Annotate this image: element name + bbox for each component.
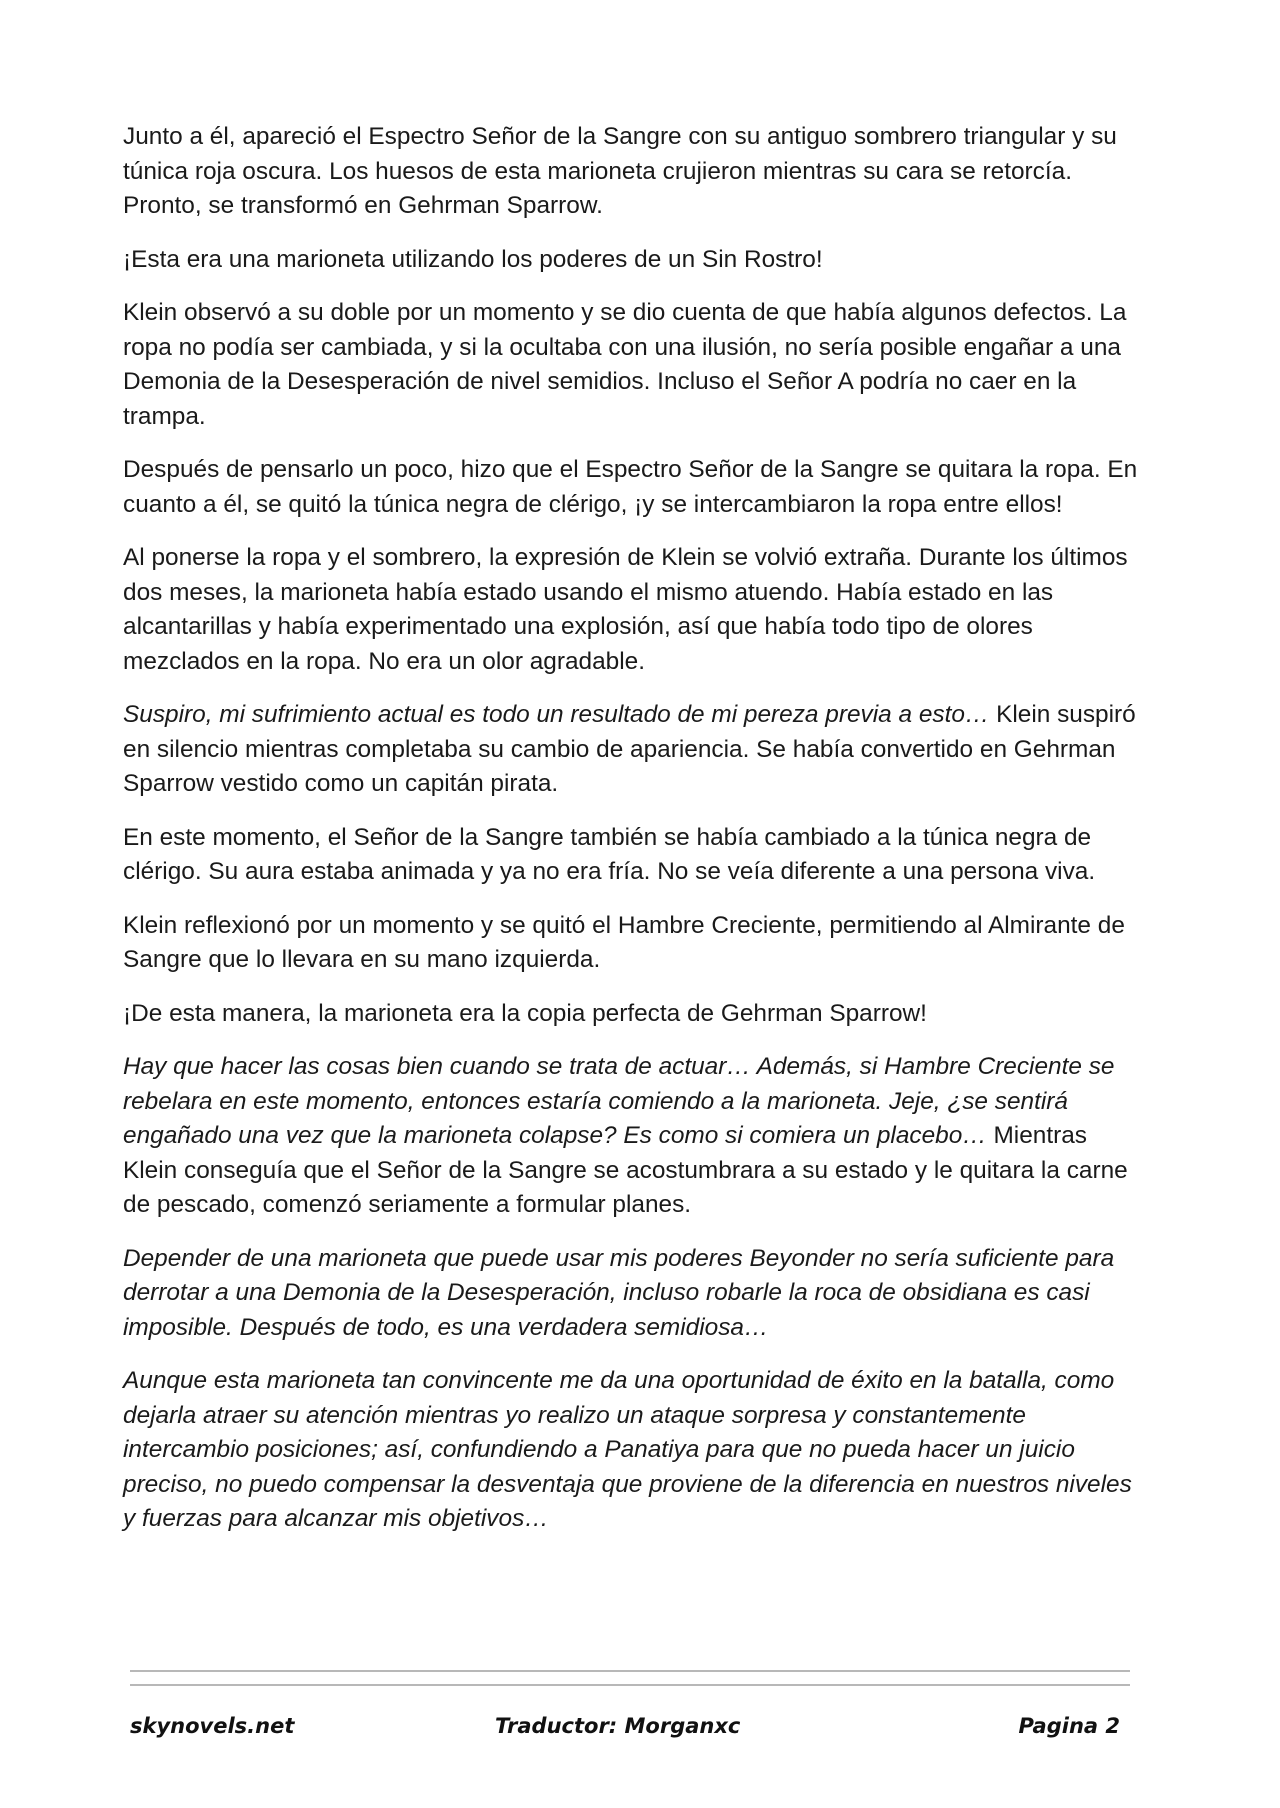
paragraph [123,1364,1143,1537]
paragraph [123,997,1143,1032]
footer-translator: Traductor: Morganxc [495,1714,741,1738]
footer-site: skynovels.net [130,1714,295,1738]
footer-divider [130,1670,1130,1698]
paragraph-text: Klein reflexionó por un momento y se quitó el Hambre Creciente, permitiendo al Almirante de Sangre que lo llevara en su mano izquierda. [123,911,1125,973]
paragraph-text: En este momento, el Señor de la Sangre también se había cambiado a la túnica negra de clérigo. Su aura estaba animada y ya no era fría. No se veía diferente a una persona viva. [123,823,1096,885]
paragraph [123,296,1143,434]
paragraph [123,541,1143,679]
paragraph-text: Klein suspiró en silencio mientras completaba su cambio de apariencia. Se había convertido en Gehrman Sparrow vestido como un capitán pirata. [123,701,1136,797]
paragraph [123,120,1143,224]
paragraph-italic-text: Hay que hacer las cosas bien cuando se trata de actuar… Además, si Hambre Creciente se rebelara en este momento, entonces estaría comiendo a la marioneta. Jeje, ¿se sentirá engañado una vez que la marioneta colapse? Es como si comiera un placebo… [123,1053,1115,1149]
paragraph-text: Klein observó a su doble por un momento y se dio cuenta de que había algunos defectos. La ropa no podía ser cambiada, y si la ocultaba con una ilusión, no sería posible engañar a una Demonia de la Desesperación de nivel semidios. Incluso el Señor A podría no caer en la trampa. [123,299,1127,430]
paragraph-text: Después de pensarlo un poco, hizo que el Espectro Señor de la Sangre se quitara la ropa. En cuanto a él, se quitó la túnica negra de clérigo, ¡y se intercambiaron la ropa entre ellos! [123,456,1138,518]
paragraph [123,1050,1143,1223]
footer-rule-bottom [130,1684,1130,1686]
paragraph-text: ¡Esta era una marioneta utilizando los poderes de un Sin Rostro! [123,245,823,273]
paragraph-italic-text: Suspiro, mi sufrimiento actual es todo un resultado de mi pereza previa a esto… [123,701,990,728]
paragraph-text: Al ponerse la ropa y el sombrero, la expresión de Klein se volvió extraña. Durante los últimos dos meses, la marioneta había estado usando el mismo atuendo. Había estado en las alcantarillas y había experimentado una explosión, así que había todo tipo de olores mezclados en la ropa. No era un olor agradable. [123,544,1128,675]
paragraph [123,909,1143,978]
paragraph [123,243,1143,278]
footer-page-number: Pagina 2 [1018,1714,1120,1738]
paragraph-italic-text: Depender de una marioneta que puede usar mis poderes Beyonder no sería suficiente para derrotar a una Demonia de la Desesperación, incluso robarle la roca de obsidiana es casi imposible. Después de todo, es una verdadera semidiosa… [123,1244,1115,1341]
paragraph [123,821,1143,890]
paragraph-text: ¡De esta manera, la marioneta era la copia perfecta de Gehrman Sparrow! [123,999,927,1027]
paragraph [123,453,1143,522]
paragraph-italic-text: Aunque esta marioneta tan convincente me da una oportunidad de éxito en la batalla, como dejarla atraer su atención mientras yo realizo un ataque sorpresa y constantemente intercambio posiciones; así, confundiendo a Panatiya para que no pueda hacer un juicio preciso, no puedo compensar la desventaja que proviene de la diferencia en nuestros niveles y fuerzas para alcanzar mis objetivos… [123,1367,1132,1532]
paragraph-text: Mientras Klein conseguía que el Señor de la Sangre se acostumbrara a su estado y le quitara la carne de pescado, comenzó seriamente a formular planes. [123,1122,1128,1218]
document-body [123,120,1143,1556]
paragraph [123,1242,1143,1346]
footer-rule-top [130,1670,1130,1672]
paragraph-text: Junto a él, apareció el Espectro Señor de la Sangre con su antiguo sombrero triangular y su túnica roja oscura. Los huesos de esta marioneta crujieron mientras su cara se retorcía. Pronto, se transformó en Gehrman Sparrow. [123,123,1117,219]
page-footer [130,1714,1120,1750]
paragraph [123,698,1143,802]
